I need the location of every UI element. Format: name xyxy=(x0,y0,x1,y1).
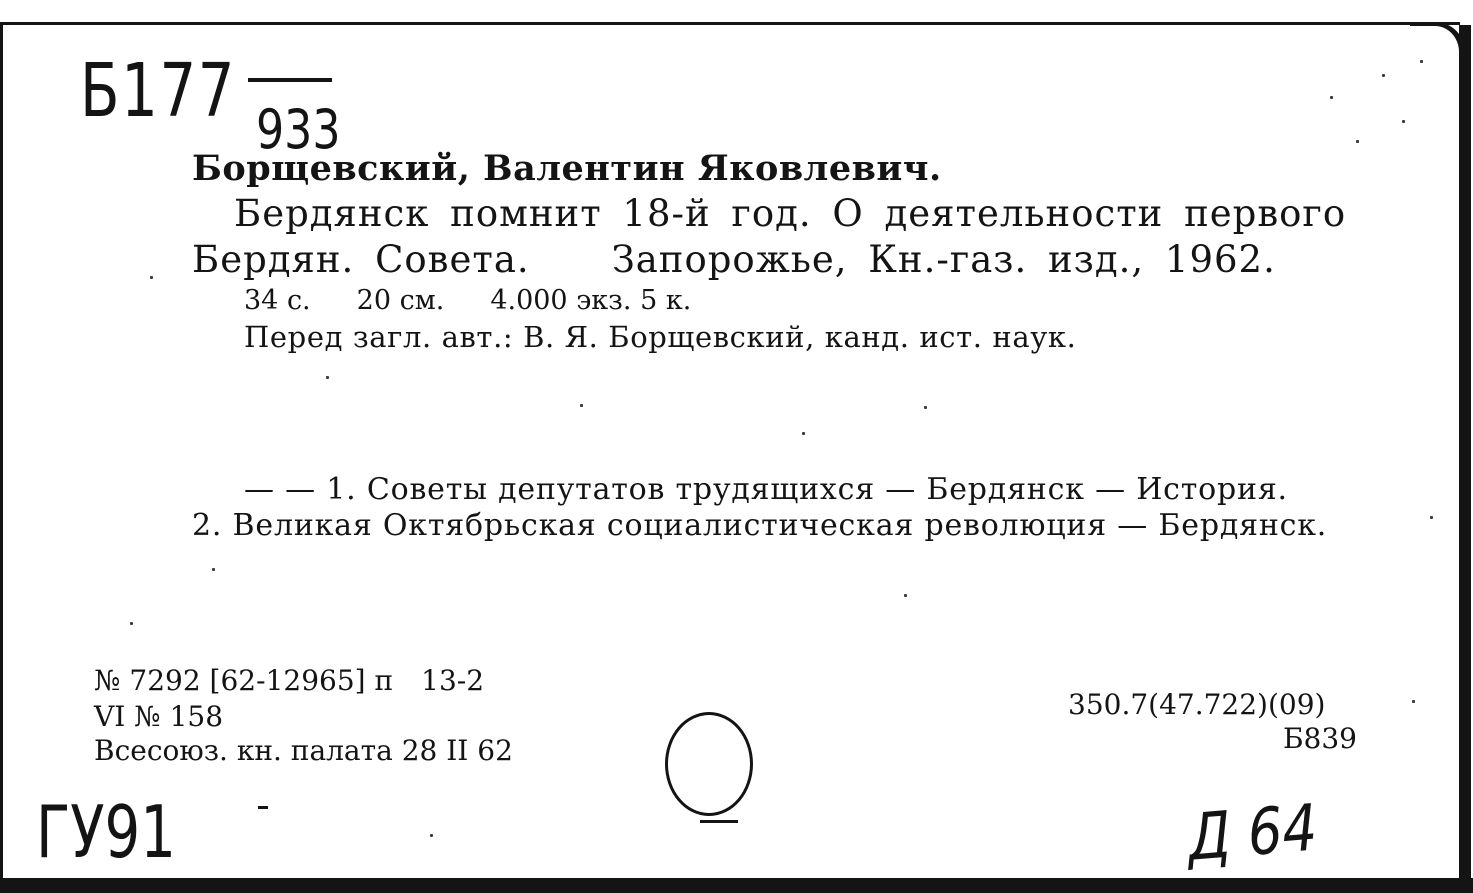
scan-speck xyxy=(1330,96,1333,99)
scan-speck xyxy=(130,622,133,625)
title-line-2-part-a: Бердян. Совета. xyxy=(192,238,530,281)
handwritten-shelf-mark: ГУ91 xyxy=(36,790,176,874)
subject-heading-2: 2. Великая Октябрьская социалистическая революция — Бердянск. xyxy=(192,508,1328,543)
card-border-bottom xyxy=(0,878,1473,893)
scan-speck xyxy=(150,276,153,279)
card-border-left xyxy=(0,22,3,893)
scan-speck xyxy=(1430,516,1433,519)
title-line-2-part-b: Запорожье, Кн.-газ. изд., 1962. xyxy=(611,238,1276,281)
card-punch-hole xyxy=(665,712,753,816)
card-rounded-corner xyxy=(1410,22,1465,52)
card-border-top xyxy=(0,22,1460,25)
call-number-rule xyxy=(248,78,332,82)
scan-speck xyxy=(326,376,329,379)
collation-line xyxy=(244,285,691,316)
scan-speck xyxy=(1402,120,1405,123)
punch-hole-mark xyxy=(700,820,738,823)
collation-print-run: 4.000 экз. 5 к. xyxy=(490,285,692,316)
scan-speck xyxy=(580,404,583,407)
handwritten-call-number: Б177 xyxy=(80,48,237,134)
cutter-number: Б839 xyxy=(1282,722,1357,755)
handwritten-dash xyxy=(258,806,268,809)
author-heading: Борщевский, Валентин Яковлевич. xyxy=(192,148,942,189)
scan-speck xyxy=(1356,140,1359,143)
classification-code: 350.7(47.722)(09) xyxy=(1068,688,1326,721)
scan-speck xyxy=(802,432,805,435)
collation-size: 20 см. xyxy=(356,285,445,316)
registry-line-2: VI № 158 xyxy=(94,700,224,733)
collation-pages: 34 с. xyxy=(244,285,311,316)
scan-speck xyxy=(924,406,927,409)
scan-speck xyxy=(212,568,215,571)
handwritten-call-number-sub: 933 xyxy=(256,98,341,161)
scan-speck xyxy=(904,594,907,597)
scan-speck xyxy=(1382,74,1385,77)
subject-heading-1: — — 1. Советы депутатов трудящихся — Бердянск — История. xyxy=(244,472,1288,507)
scan-speck xyxy=(1420,60,1423,63)
scan-speck xyxy=(1412,700,1415,703)
title-line-1: Бердянск помнит 18-й год. О деятельности первого xyxy=(234,192,1347,235)
title-line-2 xyxy=(192,238,1276,281)
registry-code: 13-2 xyxy=(421,664,485,697)
handwritten-signature: Д 64 xyxy=(1186,791,1320,876)
registry-line-3: Всесоюз. кн. палата 28 II 62 xyxy=(94,734,513,767)
author-note: Перед загл. авт.: В. Я. Борщевский, канд. ист. наук. xyxy=(244,320,1077,354)
registry-line-1 xyxy=(94,664,484,697)
scan-speck xyxy=(430,834,433,837)
registry-number: № 7292 [62-12965] п xyxy=(94,664,394,697)
card-border-right xyxy=(1459,25,1471,893)
